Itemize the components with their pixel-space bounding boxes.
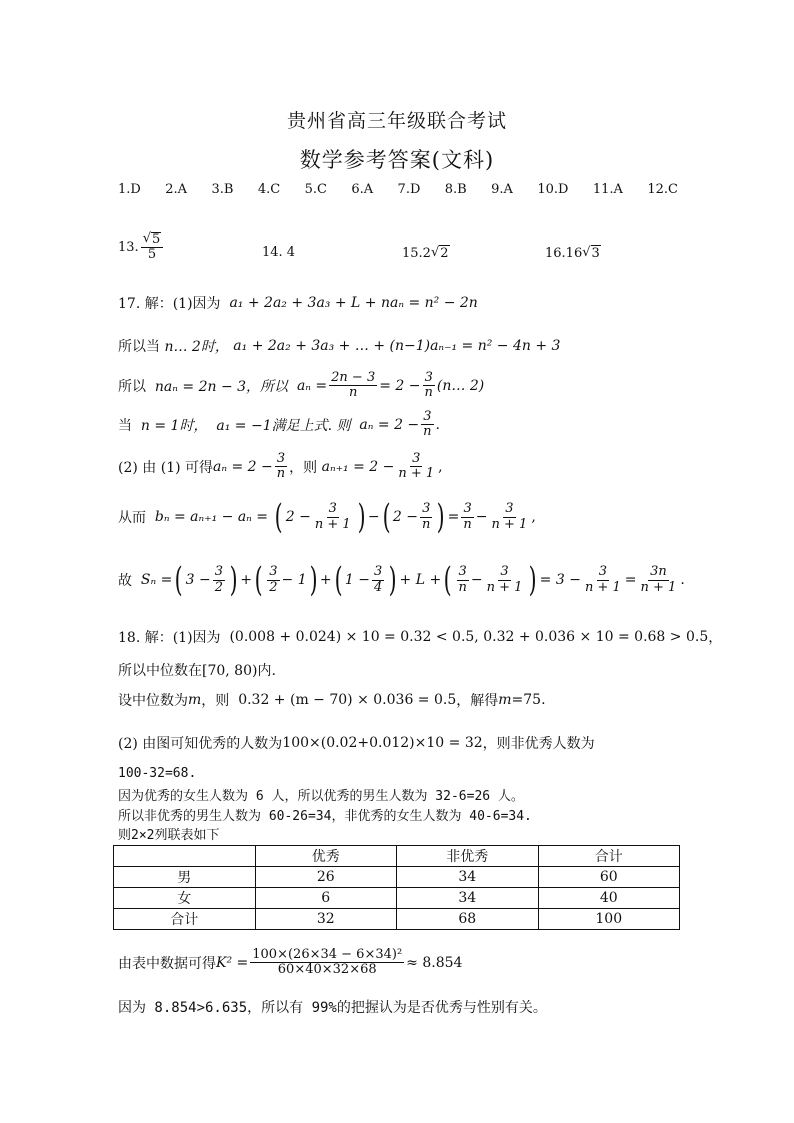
table-cell: 6 [255,888,397,909]
choice-answer: 9.A [491,182,513,197]
table-cell: 34 [397,867,539,888]
q18-k-squared: 由表中数据可得 K² = $\frac{\text{100×(26×34 − 6×34)²}}{60\times 40\times 32\times 68}$ ≈ 8.854 [118,947,463,978]
choice-answer: 4.C [257,182,281,197]
table-cell: 32 [255,909,397,930]
q18-line-2: 所以中位数在[70, 80)内. [118,663,276,679]
table-row [114,909,680,930]
table-cell: 60 [538,867,680,888]
choice-answer: 1.D [118,182,141,197]
q13-answer: 13. √ 5 5 [118,232,165,263]
choice-answer: 12.C [647,182,678,197]
table-cell: 34 [397,888,539,909]
table-cell: 100 [538,909,680,930]
table-cell: 男 [114,867,256,888]
table-header-cell: 合计 [538,846,680,867]
table-cell: 40 [538,888,680,909]
q18-line-6: 因为优秀的女生人数为 6 人，所以优秀的男生人数为 32-6=26 人。 [118,789,524,804]
table-row [114,888,680,909]
q13-fraction: √ 5 5 [141,232,164,263]
q18-line-3: 设中位数为 m ，则 0.32 + (m − 70) × 0.036 = 0.5 ，解得 m =75. [118,692,546,709]
choice-answer: 8.B [444,182,467,197]
q16-answer: 16.16 √ 3 [545,245,600,261]
table-cell: 68 [397,909,539,930]
q17-line-1: 17. 解：(1)因为 a₁ + 2a₂ + 3a₃ + L + naₙ = n² − 2n [118,295,478,312]
q15-answer: 15.2 √ 2 [402,245,449,261]
choice-answers-row [118,182,678,197]
table-header-cell: 优秀 [255,846,397,867]
choice-answer: 6.A [351,182,374,197]
q17-line-4: 当 n = 1时， a₁ = −1满足上式. 则 aₙ = 2 − $\frac{3}{n}$ . [118,409,440,440]
q17-line-5: (2) 由 (1) 可得 aₙ = 2 − $\frac{3}{n}$ ，则 aₙ₊₁ = 2 − $\frac{3}{n + 1}$ , [118,451,443,482]
table-cell: 26 [255,867,397,888]
choice-answer: 2.A [165,182,188,197]
table-cell: 女 [114,888,256,909]
choice-answer: 7.D [397,182,421,197]
table-header-cell [114,846,256,867]
q18-line-7: 所以非优秀的男生人数为 60-26=34，非优秀的女生人数为 40-6=34. [118,809,532,824]
contingency-table [113,845,680,930]
table-cell: 合计 [114,909,256,930]
q17-line-7: 故 Sₙ = ( 3 − $\frac{3}{2}$ ) + ( $\frac{3}{2}$ − 1 ) + ( 1 − $\frac{3}{4}$ ) + L + ( $\frac{3}{n}$ − $\frac{3}{n + 1}$ ) = 3 − $\frac{3}{n + 1}$ = $\frac{3n}{n + 1}$ . [118,560,685,600]
q18-line-8: 则2×2列联表如下 [118,828,220,843]
q18-line-5: 100-32=68. [118,766,197,781]
exam-subtitle: 数学参考答案(文科) [299,148,495,172]
table-row [114,867,680,888]
q14-answer: 14. 4 [262,245,296,260]
q17-line-2: 所以当 n… 2时， a₁ + 2a₂ + 3a₃ + … + (n−1)aₙ₋₁ = n² − 4n + 3 [118,338,561,355]
table-header-cell: 非优秀 [397,846,539,867]
table-header-row [114,846,680,867]
q18-line-4: (2) 由图可知优秀的人数为 100×(0.02+0.012)×10 = 32 ，则非优秀人数为 [118,735,595,752]
choice-answer: 10.D [537,182,569,197]
q17-line-6: 从而 bₙ = aₙ₊₁ − aₙ = ( 2 − $\frac{3}{n + 1}$ ) − ( 2 − $\frac{3}{n}$ ) = $\frac{3}{n}$ − $\frac{3}{n + 1}$ , [118,497,536,537]
q18-conclusion: 因为 8.854>6.635，所以有 99%的把握认为是否优秀与性别有关。 [118,1000,547,1016]
q17-line-3: 所以 naₙ = 2n − 3，所以 aₙ = $\frac{2n - 3}{n}$ = 2 − $\frac{3}{n}$ (n… 2) [118,370,485,401]
choice-answer: 3.B [211,182,234,197]
exam-title: 贵州省高三年级联合考试 [286,110,507,132]
choice-answer: 5.C [304,182,327,197]
choice-answer: 11.A [592,182,623,197]
q18-line-1: 18. 解：(1)因为 (0.008 + 0.024) × 10 = 0.32 < 0.5, 0.32 + 0.036 × 10 = 0.68 > 0.5 ， [118,629,723,646]
